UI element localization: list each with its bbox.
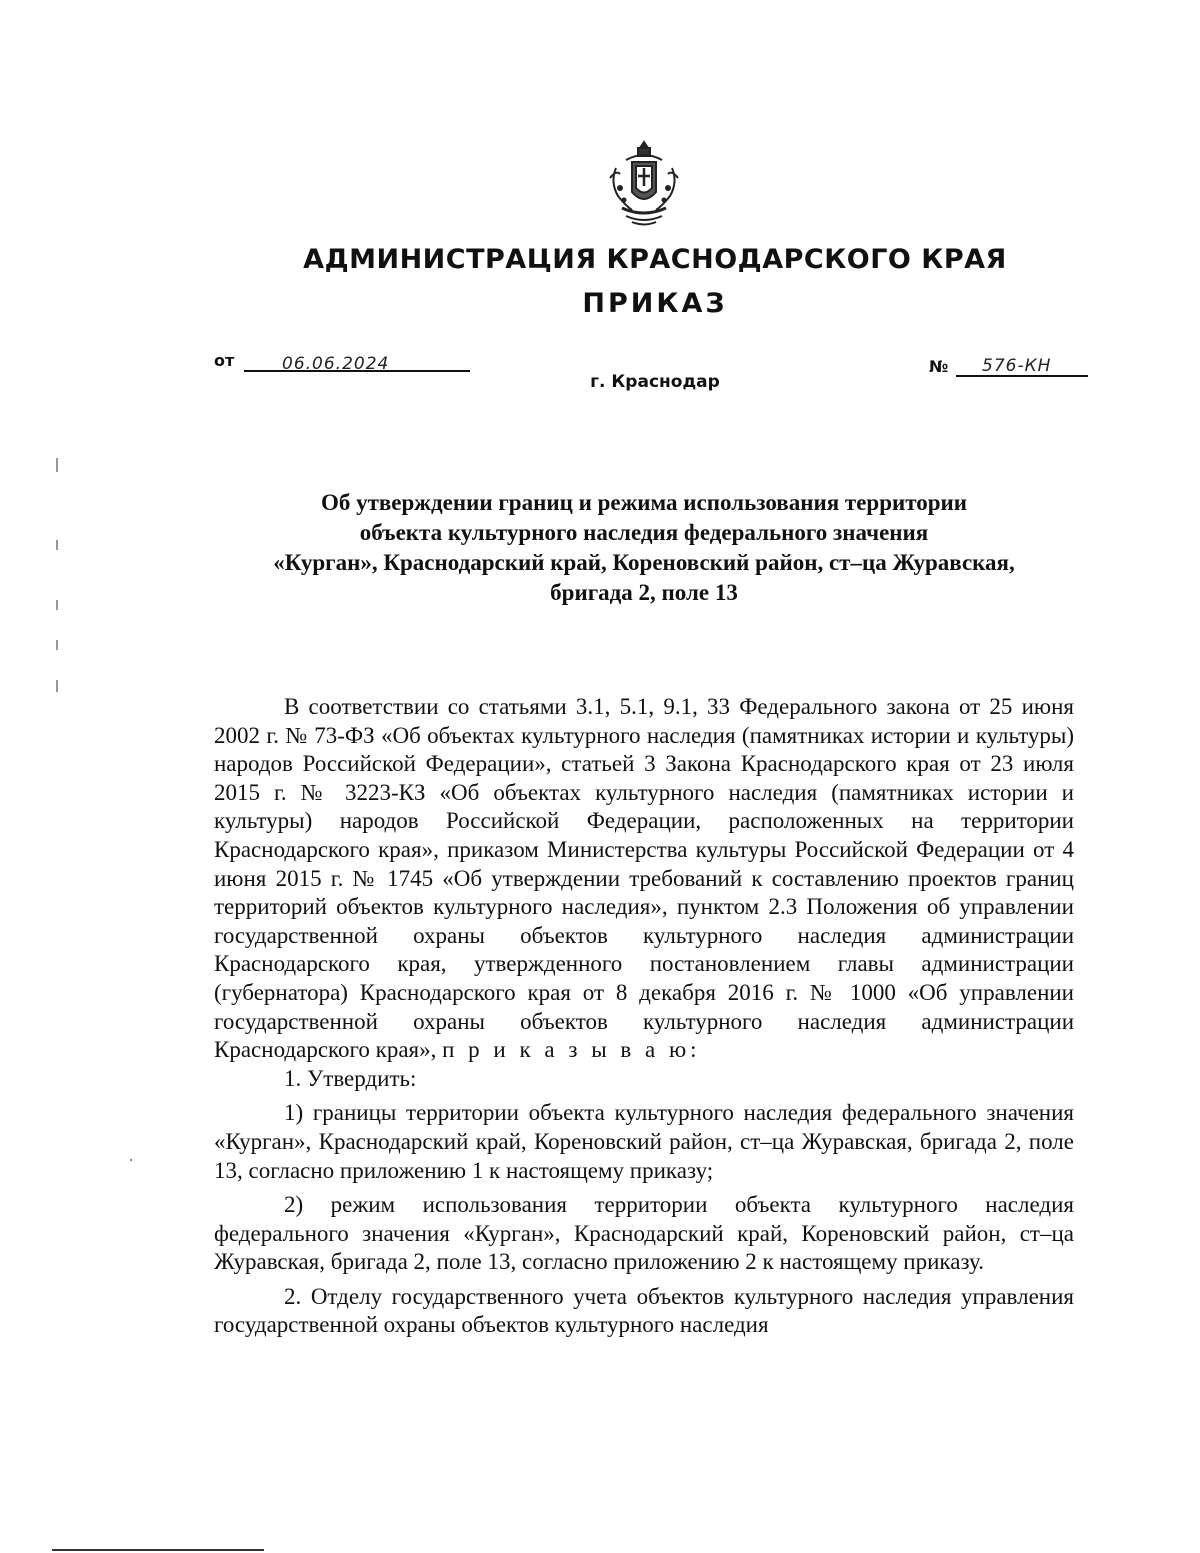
order-word: п р и к а з ы в а ю: (442, 1037, 701, 1063)
emblem-icon (602, 138, 686, 230)
footer-line (52, 1549, 264, 1551)
scan-speck (130, 1159, 132, 1161)
date-label: от (214, 351, 235, 370)
scan-margin-mark (56, 540, 58, 550)
scan-margin-mark (56, 640, 58, 650)
scan-margin-mark (56, 458, 58, 472)
scan-margin-mark (56, 680, 58, 692)
city-label: г. Краснодар (590, 372, 720, 392)
organization-title: АДМИНИСТРАЦИЯ КРАСНОДАРСКОГО КРАЯ (303, 244, 1007, 275)
preamble-paragraph (214, 693, 1074, 1065)
item-2: 2. Отделу государственного учета объектов культурного наследия управления государственной охраны объектов культурного наследия (214, 1283, 1074, 1338)
item-1-1: 1) границы территории объекта культурного наследия федерального значения «Курган», Краснодарский край, Кореновский район, ст–ца Журавская, бригада 2, поле 13, согласно приложению 1 к настоящему приказу; (214, 1100, 1074, 1183)
subject-line: объекта культурного наследия федерального значения (359, 520, 929, 545)
item-1: 1. Утвердить: (284, 1065, 417, 1091)
number-value: 576-КН (982, 356, 1052, 376)
scan-margin-mark (56, 600, 58, 610)
subject-line: бригада 2, поле 13 (550, 580, 738, 605)
subject-line: «Курган», Краснодарский край, Кореновский район, ст–ца Журавская, (273, 550, 1015, 575)
order-subject (214, 488, 1074, 608)
order-body (214, 693, 1074, 1340)
number-label: № (929, 357, 949, 376)
coat-of-arms-emblem (602, 138, 686, 230)
document-type: ПРИКАЗ (582, 288, 728, 319)
subject-line: Об утверждении границ и режима использования территории (320, 490, 968, 515)
item-1-2: 2) режим использования территории объекта культурного наследия федерального значения «Курган», Краснодарский край, Кореновский район, ст–ца Журавская, бригада 2, поле 13, согласно приложению 2 к настоящему приказу. (214, 1192, 1074, 1275)
preamble-text: В соответствии со статьями 3.1, 5.1, 9.1, 33 Федерального закона от 25 июня 2002 г. № 73-ФЗ «Об объектах культурного наследия (памятниках истории и культуры) народов Российской Федерации», статьей 3 Закона Краснодарского края от 23 июля 2015 г. № 3223-КЗ «Об объектах культурного наследия (памятниках истории и культуры) народов Российской Федерации, расположенных на территории Краснодарского края», приказом Министерства культуры Российской Федерации от 4 июня 2015 г. № 1745 «Об утверждении требований к составлению проектов границ территорий объектов культурного наследия», пунктом 2.3 Положения об управлении государственной охраны объектов культурного наследия администрации Краснодарского края, утвержденного постановлением главы администрации (губернатора) Краснодарского края от 8 декабря 2016 г. № 1000 «Об управлении государственной охраны объектов культурного наследия администрации Краснодарского края», (214, 694, 1074, 1063)
date-value: 06.06.2024 (282, 354, 390, 374)
